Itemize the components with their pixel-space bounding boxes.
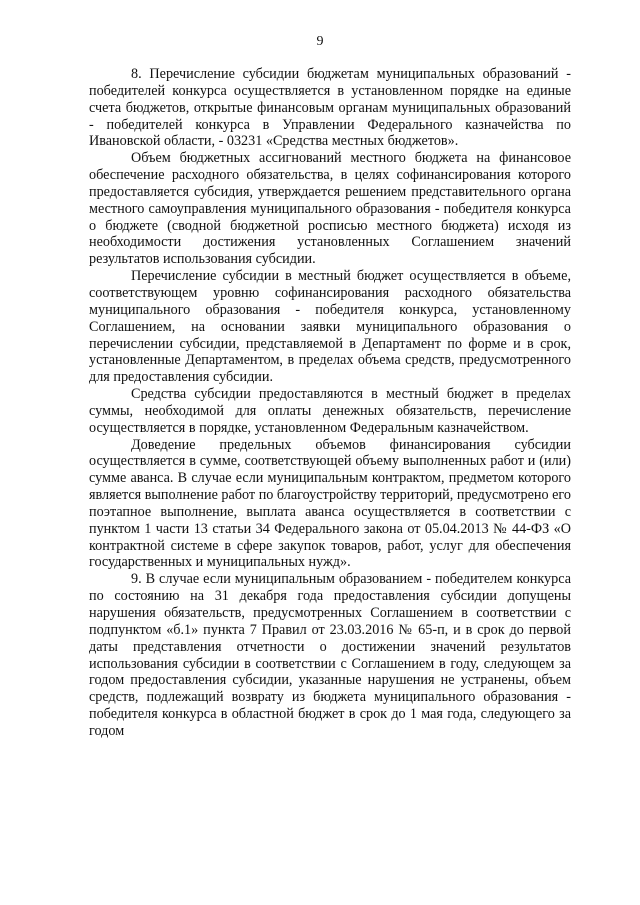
paragraph-item-8-transfer: 8. Перечисление субсидии бюджетам муниципальных образований - победителей конкурса осуществляется в установленном порядке на единые счета бюджетов, открытые финансовым органам муниципальных образований - победителей конкурса в Управлении Федерального казначейства по Ивановской области, - 03231 «Средства местных бюджетов». [89, 66, 571, 150]
paragraph-item-9-violations: 9. В случае если муниципальным образованием - победителем конкурса по состоянию на 31 декабря года предоставления субсидии допущены нарушения обязательств, предусмотренных Соглашением в соответствии с подпунктом «б.1» пункта 7 Правил от 23.03.2016 № 65-п, и в срок до первой даты представления отчетности о достижении значений результатов использования субсидии в соответствии с Соглашением в году, следующем за годом предоставления субсидии, указанные нарушения не устранены, объем средств, подлежащий возврату из бюджета муниципального образования - победителя конкурса в областной бюджет в срок до 1 мая года, следующего за годом [89, 571, 571, 739]
document-body [89, 66, 571, 740]
paragraph-budget-allocations: Объем бюджетных ассигнований местного бюджета на финансовое обеспечение расходного обязательства, в целях софинансирования которого предоставляется субсидия, утверждается решением представительного органа местного самоуправления муниципального образования - победителя конкурса о бюджете (сводной бюджетной росписью местного бюджета) исходя из необходимости достижения установленных Соглашением значений результатов использования субсидии. [89, 150, 571, 268]
paragraph-subsidy-transfer: Перечисление субсидии в местный бюджет осуществляется в объеме, соответствующем уровню софинансирования расходного обязательства муниципального образования - победителя конкурса, установленному Соглашением, на основании заявки муниципального образования о перечислении субсидии, представляемой в Департамент по форме и в срок, установленные Департаментом, в пределах объема средств, предусмотренного для предоставления субсидии. [89, 268, 571, 386]
page-number: 9 [316, 34, 324, 49]
paragraph-subsidy-funds: Средства субсидии предоставляются в местный бюджет в пределах суммы, необходимой для оплаты денежных обязательств, перечисление осуществляется в порядке, установленном Федеральным казначейством. [89, 386, 571, 436]
paragraph-funding-limits: Доведение предельных объемов финансирования субсидии осуществляется в сумме, соответствующей объему выполненных работ и (или) сумме аванса. В случае если муниципальным контрактом, предметом которого является выполнение работ по благоустройству территорий, предусмотрено его поэтапное выполнение, выплата аванса осуществляется в соответствии с пунктом 1 части 13 статьи 34 Федерального закона от 05.04.2013 № 44-ФЗ «О контрактной системе в сфере закупок товаров, работ, услуг для обеспечения государственных и муниципальных нужд». [89, 436, 571, 571]
